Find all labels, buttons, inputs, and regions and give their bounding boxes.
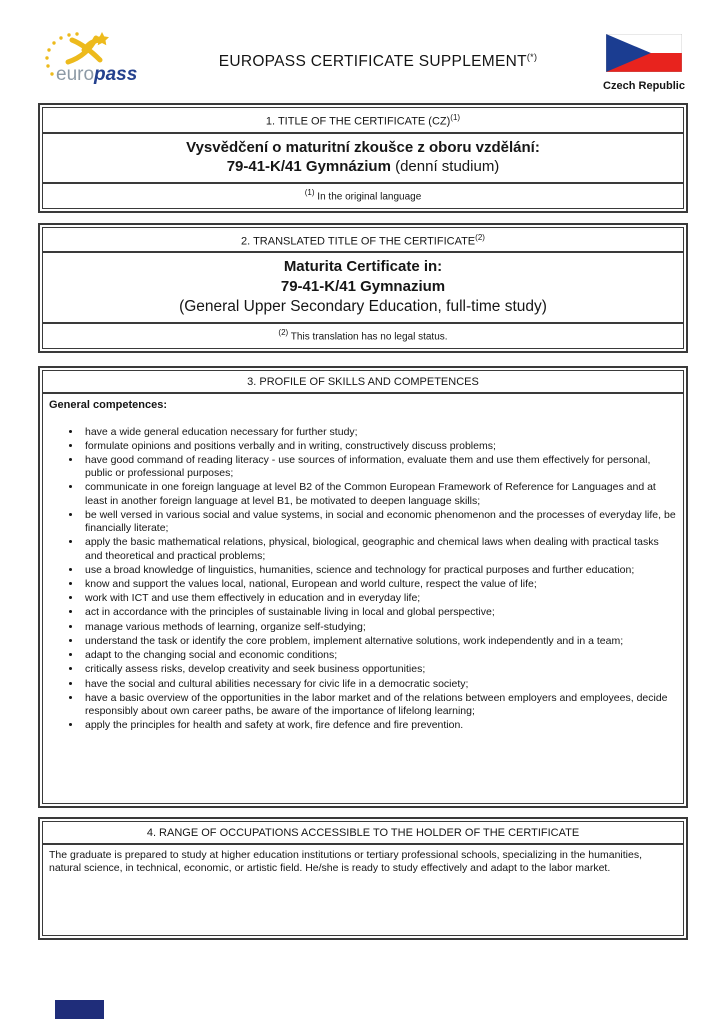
competence-item: • have a basic overview of the opportunities in the labor market and of the relations between employers and employees, decide responsibly about own career paths, be aware of the importance of lifelong learning; (82, 692, 677, 718)
section2-heading: 2. TRANSLATED TITLE OF THE CERTIFICATE$^{(2)}$ (43, 228, 683, 254)
section4-heading: 4. RANGE OF OCCUPATIONS ACCESSIBLE TO THE HOLDER OF THE CERTIFICATE (43, 822, 683, 845)
logo-euro-text: euro (56, 64, 95, 85)
next-page-logo-fragment (55, 1000, 104, 1019)
country-label: Czech Republic (603, 80, 685, 92)
competence-item: • adapt to the changing social and economic conditions; (82, 649, 677, 662)
competence-item: • communicate in one foreign language at level B2 of the Common European Framework of Reference for Languages and at least in another foreign language at level B1, be motivated to deepen language skills; (82, 481, 677, 507)
logo-pass-text: pass (94, 64, 138, 85)
section-title-of-certificate (38, 103, 688, 213)
competence-item: • know and support the values local, national, European and world culture, respect the value of life; (82, 578, 677, 591)
competence-item: • have good command of reading literacy - use sources of information, evaluate them and use them effectively for personal, public or professional purposes; (82, 454, 677, 480)
section-range-of-occupations (38, 817, 688, 940)
footnote1-marker: (1) (304, 188, 315, 198)
europass-logo (38, 28, 156, 88)
footnote2-marker: (2) (278, 328, 289, 338)
competence-item: • apply the principles for health and safety at work, fire defence and fire prevention. (82, 719, 677, 732)
document-header (38, 28, 688, 94)
section-gap (38, 353, 688, 366)
competence-item: • be well versed in various social and value systems, in social and economic phenomenon and the processes of everyday life, be financially literate; (82, 509, 677, 535)
competence-item: • formulate opinions and positions verbally and in writing, constructively discuss problems; (82, 440, 677, 453)
section2-footnote: $^{(2)}$ This translation has no legal status. (278, 328, 448, 343)
logo-star (95, 32, 109, 45)
translated-title-line1: Maturita Certificate in: (283, 258, 443, 276)
section1-heading: 1. TITLE OF THE CERTIFICATE (CZ)$^{(1)}$ (43, 108, 683, 134)
competences-list (49, 426, 677, 733)
competence-item: • understand the task or identify the core problem, implement alternative solutions, work independently and in a team; (82, 635, 677, 648)
competence-item: • use a broad knowledge of linguistics, humanities, science and technology for practical purposes and further education; (82, 564, 677, 577)
section2-heading-footnote-marker: (2) (475, 232, 485, 242)
competence-item: • act in accordance with the principles of sustainable living in local and global perspective; (82, 606, 677, 619)
page-title-footnote-marker: (*) (526, 52, 538, 62)
section-profile-of-skills (38, 366, 688, 808)
section1-footnote: $^{(1)}$ In the original language (304, 188, 422, 203)
certificate-title-cz (43, 134, 683, 185)
certificate-title-translated (43, 253, 683, 324)
section-gap (38, 808, 688, 817)
sections-container (38, 103, 688, 940)
certificate-title-line2-mode: (denní studium) (390, 158, 500, 176)
section1-heading-footnote-marker: (1) (450, 113, 461, 122)
czech-flag-icon (606, 34, 682, 72)
section-gap (38, 213, 688, 223)
competence-item: • have the social and cultural abilities necessary for civic life in a democratic society; (82, 678, 677, 691)
certificate-title-line2-code: 79-41-K/41 Gymnázium (226, 158, 391, 176)
page-title-text: EUROPASS CERTIFICATE SUPPLEMENT (218, 53, 527, 71)
section3-heading: 3. PROFILE OF SKILLS AND COMPETENCES (43, 371, 683, 394)
occupations-body: The graduate is prepared to study at higher education institutions or tertiary professional schools, specializing in the humanities, natural science, in technical, economic, or artistic field. He/she is ready to study effectively and adapt to the labor market. (49, 848, 642, 875)
competence-item: • critically assess risks, develop creativity and seek business opportunities; (82, 663, 677, 676)
competence-item: • apply the basic mathematical relations, physical, biological, geographic and chemical laws when dealing with practical tasks and theoretical and practical problems; (82, 536, 677, 562)
competence-item: • have a wide general education necessary for further study; (82, 426, 677, 439)
translated-title-line2: 79-41-K/41 Gymnazium (280, 278, 446, 296)
page-title (156, 28, 600, 71)
europass-logo-icon (38, 28, 156, 88)
competence-item: • manage various methods of learning, organize self-studying; (82, 621, 677, 634)
skills-body (43, 394, 683, 803)
competence-item: • work with ICT and use them effectively in education and in everyday life; (82, 592, 677, 605)
certificate-title-line1: Vysvědčení o maturitní zkoušce z oboru vzdělání: (186, 138, 540, 156)
translated-title-line3: (General Upper Secondary Education, full-time study) (179, 297, 547, 315)
section-translated-title (38, 223, 688, 353)
country-flag-block (600, 28, 688, 92)
skills-intro-label: General competences: (49, 398, 167, 411)
